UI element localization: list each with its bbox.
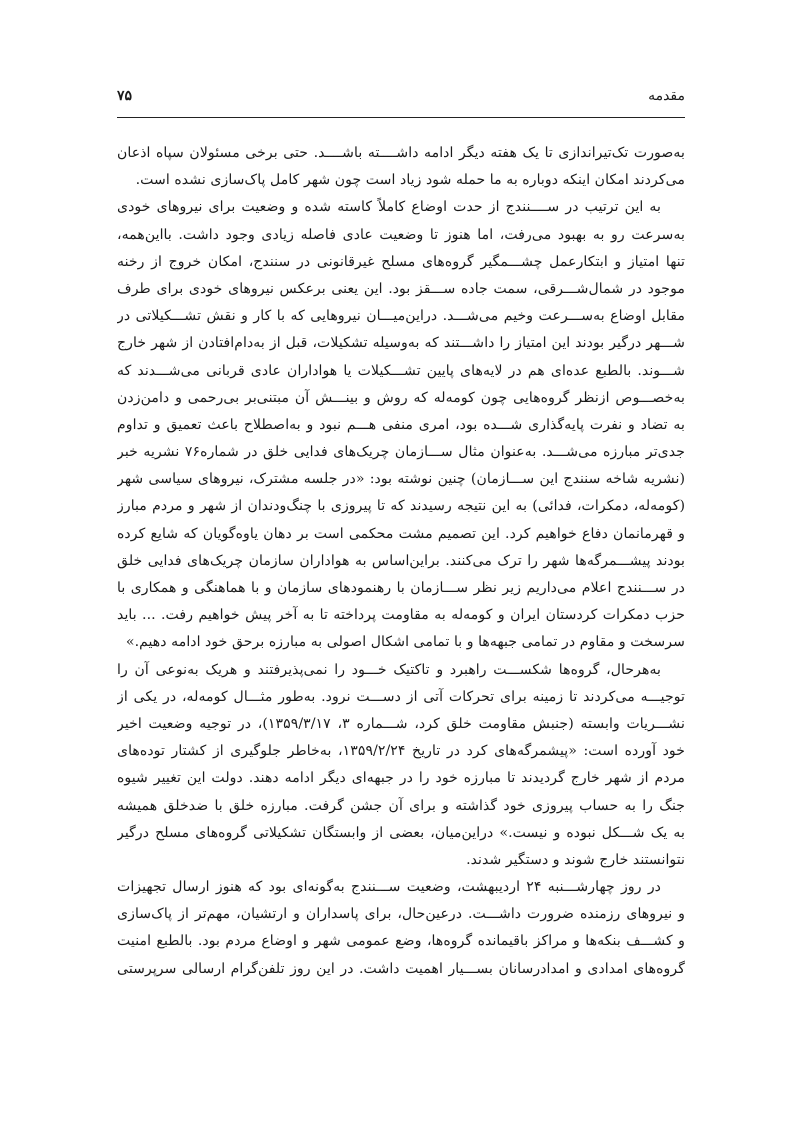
text-line: بودند پیشـــمرگه‌ها شهر را ترک می‌کنند. براین‌اساس به هواداران سازمان چریک‌های فدایی خلق xyxy=(117,552,685,569)
text-line: شـــهر درگیر بودند این امتیاز را داشـــتند که به‌وسیله تشکیلات، قبل از به‌دام‌افتادن از شهر خارج xyxy=(117,335,685,352)
text-line: جدی‌تر مبارزه می‌شـــد. به‌عنوان مثال ســـازمان چریک‌های فدایی خلق در شماره۷۶ نشریه خبر xyxy=(117,444,685,461)
header-rule xyxy=(117,117,685,118)
text-line: نتوانستند خارج شوند و دستگیر شدند. xyxy=(466,851,685,868)
text-line: خود آورده است: «پیشمرگه‌های کرد در تاریخ ۱۳۵۹/۲/۲۴، به‌خاطر جلوگیری از کشتار توده‌های xyxy=(117,743,685,760)
text-line: می‌کردند امکان اینکه دوباره به ما حمله شود زیاد است چون شهر کامل پاک‌سازی نشده است. xyxy=(135,172,685,189)
text-line: گروه‌های امدادی و امدادرسانان بســـیار اهمیت داشت. در این روز تلفن‌گرام ارسالی سرپرستی xyxy=(117,960,685,977)
text-line: سرسخت و مقاوم در تمامی جبهه‌ها و با تمامی اشکال اصولی به مبارزه برحق خود ادامه دهیم.» xyxy=(125,634,685,651)
text-line: موجود در شمال‌شـــرقی، سمت جاده ســـقز بود. این یعنی برعکس نیروهای خودی برای طرف xyxy=(117,280,685,297)
text-line: و کشـــف بنکه‌ها و مراکز باقیمانده گروه‌ها، وضع عمومی شهر و اوضاع مردم بود. بالطبع امنیت xyxy=(117,933,685,950)
text-line: و نیروهای رزمنده ضرورت داشـــت. درعین‌حال، برای پاسداران و ارتشیان، مهم‌تر از پاک‌سازی xyxy=(117,906,685,923)
text-line: شـــوند. بالطبع عده‌ای هم در لایه‌های پایین تشـــکیلات یا هواداران عادی قربانی می‌شـــدند که xyxy=(117,362,685,379)
text-line: نشـــریات وابسته (جنبش مقاومت خلق کرد، شـــماره ۳، ۱۳۵۹/۳/۱۷)، در توجیه وضعیت اخیر xyxy=(117,715,685,732)
text-line: مقابل اوضاع به‌ســـرعت وخیم می‌شـــد. دراین‌میـــان نیروهایی که با کار و نقش تشـــکیلاتی در xyxy=(117,308,685,325)
text-line: به تضاد و نفرت پایه‌گذاری شـــده بود، امری منفی هـــم نبود و به‌اصطلاح باعث تعمیق و تداوم xyxy=(117,416,685,433)
body-text xyxy=(117,140,685,983)
page-header xyxy=(117,88,685,112)
section-title: مقدمه xyxy=(648,88,685,104)
text-line: (کومه‌له، دمکرات، فدائی) به این نتیجه رسیدند که تا پیروزی با چنگ‌ودندان از شهر و مردم مبارز xyxy=(117,498,685,515)
page-number: ۷۵ xyxy=(117,88,133,104)
text-line: به‌صورت تک‌تیراندازی تا یک هفته دیگر ادامه داشــــته باشــــد. حتی برخی مسئولان سپاه اذعان xyxy=(117,145,685,161)
text-line: مردم از شهر خارج گردیدند تا مبارزه خود را در جبهه‌ای دیگر ادامه دهند. دولت این تغییر شیوه xyxy=(117,770,685,787)
text-line: به‌خصـــوص ازنظر گروه‌هایی چون کومه‌له که روش و بینـــش آن مبتنی‌بر بی‌رحمی و دامن‌زدن xyxy=(117,389,685,406)
text-line: به‌هرحال، گروه‌ها شکســـت راهبرد و تاکتیک خـــود را نمی‌پذیرفتند و هریک به‌نوعی آن را xyxy=(117,661,661,678)
text-line: در روز چهارشـــنبه ۲۴ اردیبهشت، وضعیت ســـنندج به‌گونه‌ای بود که هنوز ارسال تجهیزات xyxy=(117,879,661,896)
text-line: به‌سرعت رو به بهبود می‌رفت، اما هنوز تا وضعیت عادی فاصله زیادی وجود داشت. بااین‌همه، xyxy=(117,226,685,243)
text-line: به این ترتیب در ســــنندج از حدت اوضاع کاملاً کاسته شده و وضعیت برای نیروهای خودی xyxy=(117,199,661,216)
text-line: در ســـنندج اعلام می‌داریم زیر نظر ســـازمان با رهنمودهای سازمان و با هماهنگی و همکاری با xyxy=(117,580,685,596)
text-line: توجیـــه می‌کردند تا زمینه برای تحرکات آتی از دســـت نرود. به‌طور مثـــال کومه‌له، در یکی از xyxy=(117,688,685,705)
text-line: تنها امتیاز و ابتکارعمل چشـــمگیر گروه‌های مسلح غیرقانونی در سنندج، امکان خروج از رخنه xyxy=(117,253,685,270)
text-line: به یک شـــکل نبوده و نیست.» دراین‌میان، بعضی از وابستگان تشکیلاتی گروه‌های مسلح درگیر xyxy=(117,824,685,841)
text-line: جنگ را به حساب پیروزی خود گذاشته و برای آن جشن گرفت. مبارزه خلق با ضدخلق همیشه xyxy=(117,797,685,814)
text-line: حزب دمکرات کردستان ایران و کومه‌له به مقاومت پرداخته تا به آخر پیش خواهیم رفت. ... باید xyxy=(117,607,685,624)
text-line: و قهرمانمان دفاع خواهیم کرد. این تصمیم مشت محکمی است بر دهان یاوه‌گویان که شایع کرده xyxy=(117,525,685,542)
text-line: (نشریه شاخه سنندج این ســـازمان) چنین نوشته بود: «در جلسه مشترک، نیروهای سیاسی شهر xyxy=(117,471,685,488)
